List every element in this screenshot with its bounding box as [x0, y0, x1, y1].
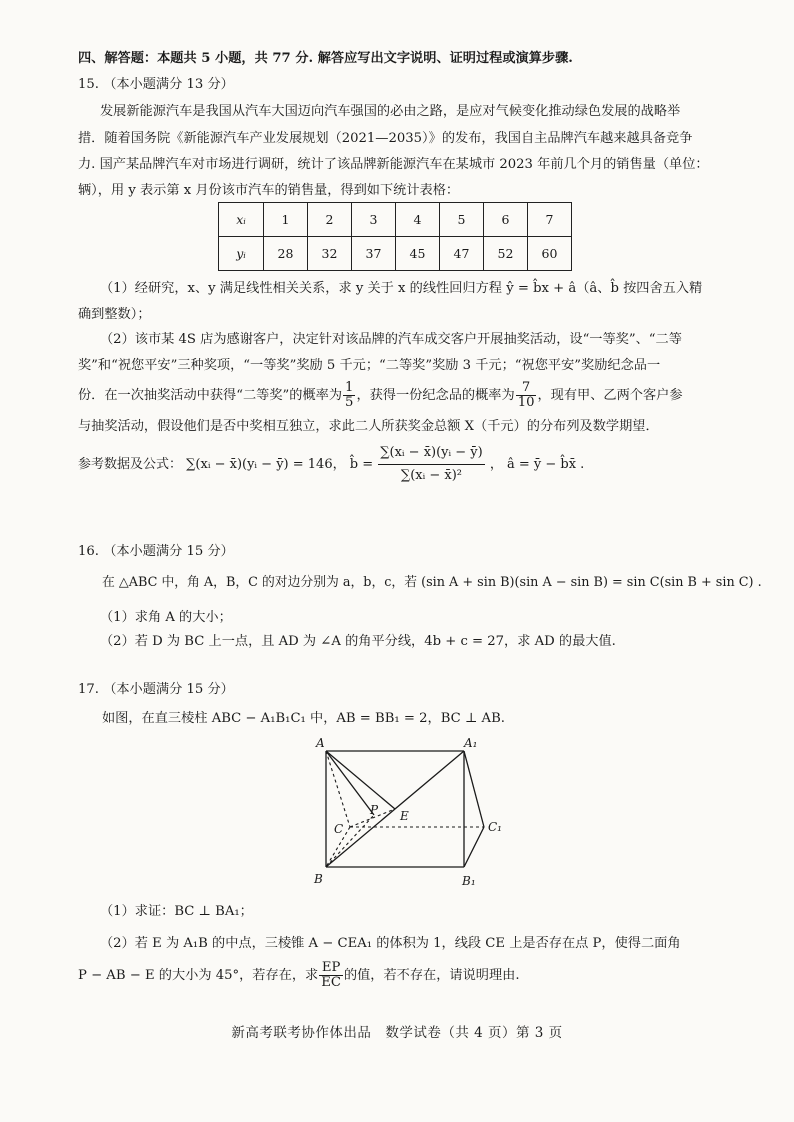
prob-souvenir-fraction: [516, 381, 537, 410]
q17-part2-line-2b: 的值，若不存在，请说明理由.: [343, 968, 520, 983]
table-cell: 4: [396, 203, 440, 237]
q17-score: （本小题满分 15 分）: [103, 682, 234, 697]
table-cell: 1: [264, 203, 308, 237]
table-cell: 60: [528, 237, 572, 271]
q15-part2-line-3a: 份．在一次抽奖活动中获得“二等奖”的概率为: [78, 388, 343, 403]
q15-part1-line-1: （1）经研究，x、y 满足线性相关关系，求 y 关于 x 的线性回归方程 ŷ = b̂x + â（â、b̂ 按四舍五入精: [100, 281, 703, 296]
table-cell: 3: [352, 203, 396, 237]
q16-number: 16.: [78, 544, 99, 559]
label-B: B: [314, 872, 323, 886]
q15-intro-line-4: 辆），用 y 表示第 x 月份该市汽车的销售量，得到如下统计表格：: [78, 183, 460, 198]
fraction-denominator: ∑(xᵢ − x̄)²: [400, 468, 462, 483]
table-cell: 32: [308, 237, 352, 271]
segment-AP: [326, 751, 374, 815]
q17-part2-line-2: [78, 956, 520, 996]
q16-score: （本小题满分 15 分）: [103, 544, 234, 559]
fraction-numerator: ∑(xᵢ − x̄)(yᵢ − ȳ): [378, 442, 484, 465]
fraction-denominator: 10: [517, 395, 535, 410]
prob-second-prize-fraction: [343, 381, 355, 410]
q17-part2-line-1: （2）若 E 为 A₁B 的中点，三棱锥 A − CEA₁ 的体积为 1，线段 CE 上是否存在点 P，使得二面角: [100, 936, 681, 951]
label-E: E: [400, 809, 409, 823]
q15-score: （本小题满分 13 分）: [103, 77, 234, 92]
q15-number: 15.: [78, 77, 99, 92]
q17-part2-line-2a: P − AB − E 的大小为 45°，若存在，求: [78, 968, 319, 983]
table-row-y: [219, 237, 572, 271]
table-row-x: [219, 203, 572, 237]
b-hat-label: b̂ =: [349, 457, 374, 472]
page-footer: 新高考联考协作体出品 数学试卷（共 4 页）第 3 页: [231, 1025, 563, 1041]
q16-part2: （2）若 D 为 BC 上一点，且 AD 为 ∠A 的角平分线，4b + c = 27，求 AD 的最大值.: [100, 634, 616, 649]
table-header-y: yᵢ: [219, 237, 264, 271]
table-cell: 7: [528, 203, 572, 237]
q15-part1-line-2: 确到整数）；: [78, 307, 151, 322]
q16-part1: （1）求角 A 的大小；: [100, 610, 232, 625]
label-B1: B₁: [462, 874, 476, 888]
q15-part2-line-4: 与抽奖活动，假设他们是否中奖相互独立，求此二人所获奖金总额 X（千元）的分布列及数学期望．: [78, 419, 659, 434]
edge-C1B1: [464, 827, 484, 867]
q17-number: 17.: [78, 682, 99, 697]
q17-stem: 如图，在直三棱柱 ABC − A₁B₁C₁ 中，AB = BB₁ = 2，BC ⊥ AB.: [102, 711, 505, 726]
edge-AC-hidden: [326, 751, 350, 827]
table-cell: 2: [308, 203, 352, 237]
q15-part2-line-3: [78, 378, 683, 414]
q15-header: [78, 76, 234, 94]
table-cell: 52: [484, 237, 528, 271]
label-A1: A₁: [464, 736, 478, 750]
q16-stem: 在 △ABC 中，角 A，B，C 的对边分别为 a，b，c，若 (sin A + sin B)(sin A − sin B) = sin C(sin B + sin C) .: [102, 575, 762, 590]
a-hat-formula: ， â = ȳ − b̂x̄ .: [489, 457, 585, 472]
table-cell: 47: [440, 237, 484, 271]
q15-part2-line-1: （2）该市某 4S 店为感谢客户，决定针对该品牌的汽车成交客户开展抽奖活动，设“一等奖”、“二等: [100, 332, 682, 347]
table-cell: 28: [264, 237, 308, 271]
label-C1: C₁: [488, 820, 502, 834]
fraction-denominator: 5: [345, 395, 354, 410]
fraction-denominator: EC: [321, 975, 341, 990]
q16-header: [78, 543, 234, 561]
label-A: A: [316, 736, 325, 750]
table-cell: 37: [352, 237, 396, 271]
section-heading: 四、解答题：本题共 5 小题，共 77 分. 解答应写出文字说明、证明过程或演算步骤.: [78, 51, 573, 66]
prism-figure: [312, 735, 522, 895]
table-cell: 45: [396, 237, 440, 271]
q15-part2-line-2: 奖”和“祝您平安”三种奖项，“一等奖”奖励 5 千元；“二等奖”奖励 3 千元；“祝您平安”奖励纪念品一: [78, 358, 661, 373]
label-C: C: [334, 822, 344, 836]
label-P: P: [370, 803, 379, 817]
table-cell: 6: [484, 203, 528, 237]
segment-AE: [326, 751, 395, 809]
edge-A1C1: [464, 751, 484, 827]
reference-label: 参考数据及公式：: [78, 457, 183, 472]
sum-expression: ∑(xᵢ − x̄)(yᵢ − ȳ) = 146: [186, 457, 333, 472]
q15-intro-line-2: 措．随着国务院《新能源汽车产业发展规划（2021—2035）》的发布，我国自主品牌汽车越来越具备竞争: [78, 131, 693, 146]
q15-intro-line-1: 发展新能源汽车是我国从汽车大国迈向汽车强国的必由之路，是应对气候变化推动绿色发展的战略举: [100, 104, 681, 119]
q17-part1: （1）求证：BC ⊥ BA₁；: [100, 904, 253, 919]
q15-part2-line-3b: ，获得一份纪念品的概率为: [356, 388, 515, 403]
fraction-numerator: 1: [345, 380, 354, 395]
fraction-numerator: EP: [319, 961, 343, 976]
table-header-x: xᵢ: [219, 203, 264, 237]
b-hat-fraction: [378, 442, 484, 487]
reference-formula: 参考数据及公式： ∑(xᵢ − x̄)(yᵢ − ȳ) = 146， b̂ = $\frac{\text{∑(xᵢ − x̄)(yᵢ − ȳ)}}{\text{∑(xᵢ − x̄)²}}$ ， â = ȳ − b̂x̄ .: [78, 442, 584, 487]
ratio-fraction: [319, 961, 343, 990]
sales-table: [218, 202, 572, 271]
q17-header: [78, 681, 234, 699]
q15-intro-line-3: 力. 国产某品牌汽车对市场进行调研，统计了该品牌新能源汽车在某城市 2023 年前几个月的销售量（单位：: [78, 157, 709, 172]
q15-part2-line-3c: ，现有甲、乙两个客户参: [537, 388, 683, 403]
fraction-numerator: 7: [516, 381, 537, 396]
table-cell: 5: [440, 203, 484, 237]
